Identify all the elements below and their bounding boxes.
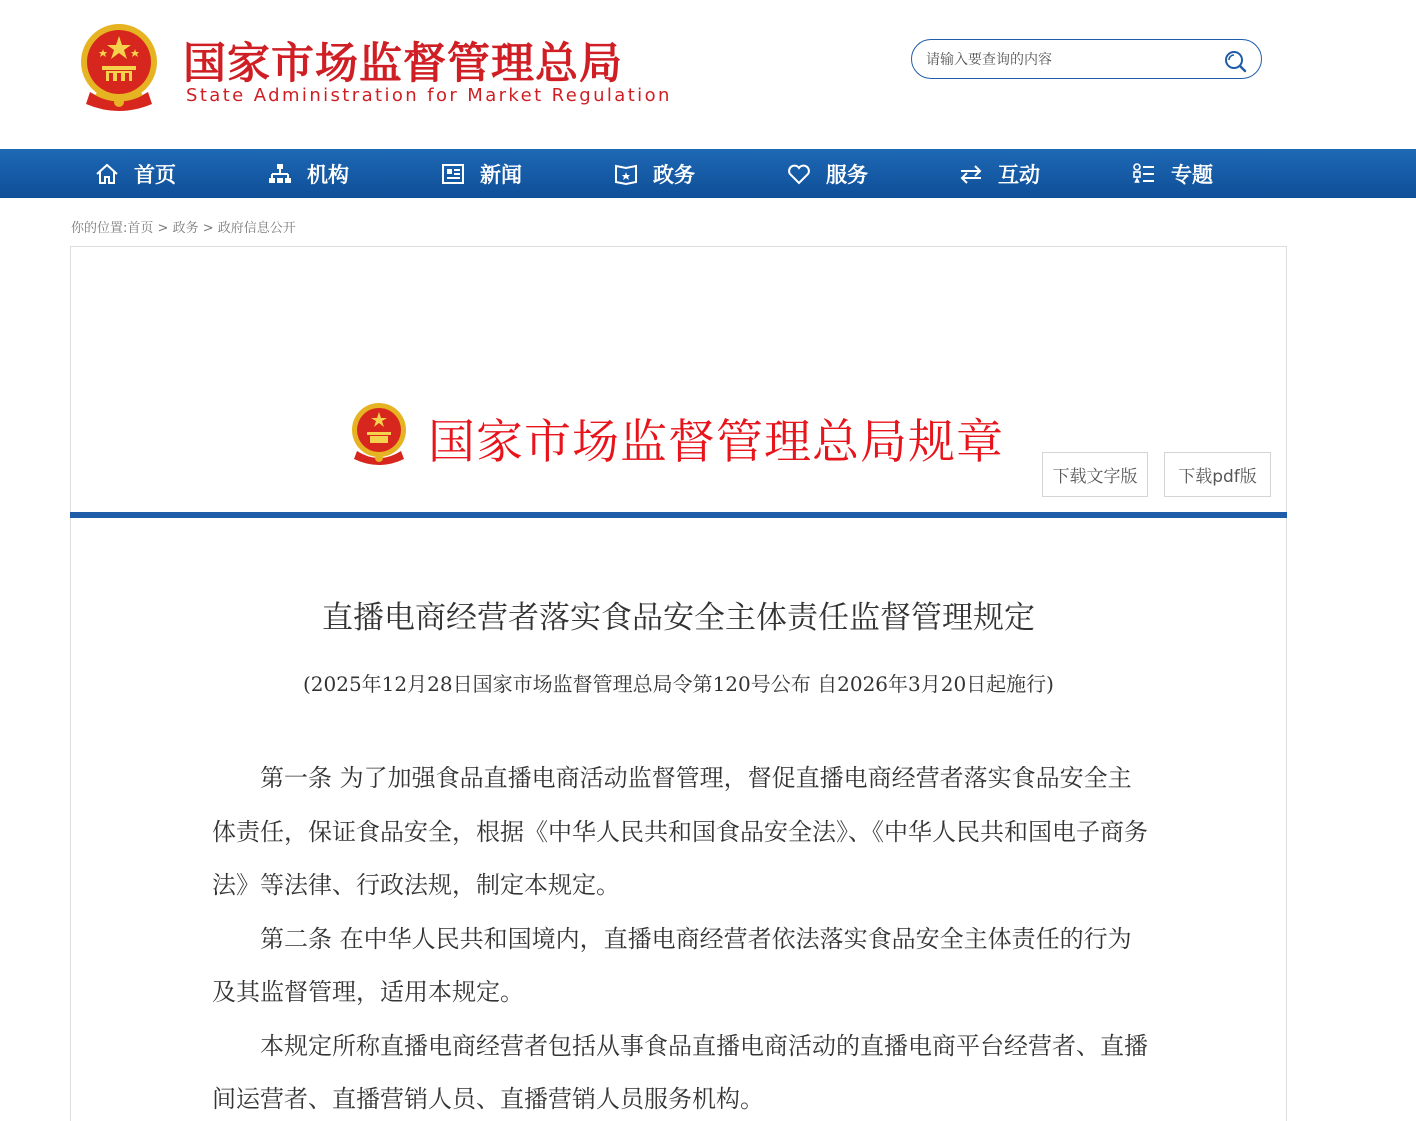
nav-label: 专题 — [1171, 162, 1213, 187]
nav-item-topics[interactable] — [1131, 149, 1213, 198]
download-text-button[interactable]: 下载文字版 — [1042, 452, 1148, 497]
site-header — [0, 0, 1416, 149]
newspaper-icon — [440, 161, 466, 187]
breadcrumb — [71, 217, 296, 236]
site-title: 国家市场监督管理总局 — [183, 39, 623, 89]
download-pdf-button[interactable]: 下载pdf版 — [1164, 452, 1271, 497]
breadcrumb-separator: > — [153, 221, 173, 236]
heart-icon — [786, 161, 812, 187]
title-divider — [70, 512, 1287, 518]
rule-title: 国家市场监督管理总局规章 — [428, 415, 1004, 470]
paragraph: 第二条 在中华人民共和国境内，直播电商经营者依法落实食品安全主体责任的行为及其监督管理，适用本规定。 — [212, 924, 1132, 1006]
nav-label: 服务 — [826, 162, 868, 187]
org-chart-icon — [267, 161, 293, 187]
nav-item-service[interactable] — [786, 149, 868, 198]
nav-item-interact[interactable] — [958, 149, 1040, 198]
nav-item-news[interactable] — [440, 149, 522, 198]
main-nav — [0, 149, 1416, 198]
nav-label: 政务 — [653, 162, 695, 187]
nav-label: 互动 — [998, 162, 1040, 187]
national-emblem-icon[interactable] — [76, 22, 162, 114]
nav-label: 首页 — [134, 162, 176, 187]
breadcrumb-prefix: 你的位置: — [71, 221, 128, 236]
paragraph: 第一条 为了加强食品直播电商活动监督管理，督促直播电商经营者落实食品安全主体责任，保证食品安全，根据《中华人民共和国食品安全法》、《中华人民共和国电子商务法》等法律、行政法规，制定本规定。 — [212, 764, 1148, 899]
nav-item-org[interactable] — [267, 149, 349, 198]
breadcrumb-link-home[interactable]: 首页 — [127, 221, 154, 236]
paragraph: 本规定所称直播电商经营者包括从事食品直播电商活动的直播电商平台经营者、直播间运营者、直播营销人员、直播营销人员服务机构。 — [212, 1031, 1148, 1113]
national-emblem-icon — [348, 401, 410, 465]
nav-label: 机构 — [307, 162, 349, 187]
nav-item-home[interactable] — [94, 149, 176, 198]
exchange-arrows-icon — [958, 161, 984, 187]
content-panel — [70, 246, 1287, 1121]
breadcrumb-link-affairs[interactable]: 政务 — [172, 221, 199, 236]
list-icon — [1131, 161, 1157, 187]
document-subtitle: (2025年12月28日国家市场监督管理总局令第120号公布 自2026年3月20日起施行) — [302, 672, 1054, 696]
document-body — [212, 752, 1148, 1121]
search-input[interactable] — [926, 49, 1216, 71]
nav-label: 新闻 — [480, 162, 522, 187]
book-icon — [613, 161, 639, 187]
home-icon — [94, 161, 120, 187]
search-box — [911, 39, 1262, 79]
breadcrumb-separator: > — [198, 221, 218, 236]
document-title: 直播电商经营者落实食品安全主体责任监督管理规定 — [322, 600, 1035, 636]
nav-item-affairs[interactable] — [613, 149, 695, 198]
site-subtitle: State Administration for Market Regulation — [186, 85, 672, 106]
breadcrumb-link-disclosure[interactable]: 政府信息公开 — [217, 221, 296, 236]
search-icon[interactable] — [1223, 49, 1247, 73]
